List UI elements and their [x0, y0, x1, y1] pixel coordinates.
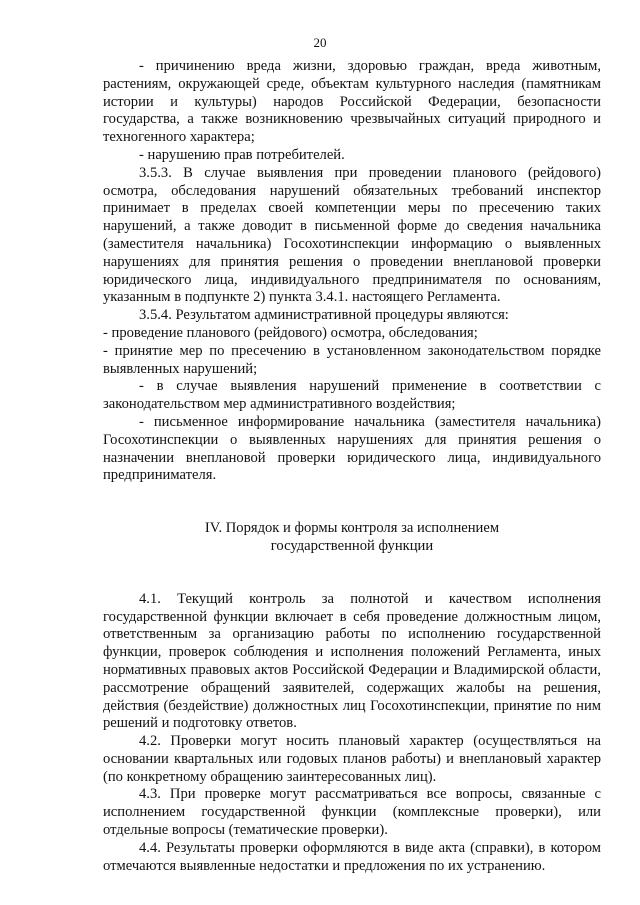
paragraph-4-1: 4.1. Текущий контроль за полнотой и качеством исполнения государственной функции включает в себя проведение должностным лицом, ответственным за организацию работы по исполнению государственной функции, проверок соблюдения и исполнения положений Регламента, иных нормативных правовых актов Российской Федерации и Владимирской области, рассмотрение обращений заявителей, содержащих жалобы на решения, действия (бездействие) должностных лиц Госохотинспекции, принятие по ним решений и подготовку ответов.: [103, 590, 601, 732]
list-item-inspection: - проведение планового (рейдового) осмотра, обследования;: [103, 324, 478, 341]
section-heading-line-2: государственной функции: [270, 537, 434, 554]
list-item-written-notification: - письменное информирование начальника (заместителя начальника) Госохотинспекции о выявленных нарушениях для принятия решения о назначении внеплановой проверки юридического лица, индивидуального предпринимателя.: [103, 413, 601, 484]
paragraph-consumer-rights-item: - нарушению прав потребителей.: [139, 146, 345, 163]
paragraph-3-5-3: 3.5.3. В случае выявления при проведении планового (рейдового) осмотра, обследования нарушений обязательных требований инспектор принимает в пределах своей компетенции меры по пресечению таких нарушений, а также доводит в письменной форме до сведения начальника (заместителя начальника) Госохотинспекции информацию о выявленных нарушениях для принятия решения о проведении внеплановой проверки юридического лица, индивидуального предпринимателя по основаниям, указанным в подпункте 2) пункта 3.4.1. настоящего Регламента.: [103, 164, 601, 306]
list-item-suppression-measures: - принятие мер по пресечению в установленном законодательством порядке выявленных нарушений;: [103, 342, 601, 377]
list-item-administrative-measures: - в случае выявления нарушений применение в соответствии с законодательством мер административного воздействия;: [103, 378, 601, 413]
paragraph-4-4: 4.4. Результаты проверки оформляются в виде акта (справки), в котором отмечаются выявленные недостатки и предложения по их устранению.: [103, 839, 601, 874]
paragraph-3-5-4: 3.5.4. Результатом административной процедуры являются:: [139, 307, 509, 324]
paragraph-4-2: 4.2. Проверки могут носить плановый характер (осуществляться на основании квартальных или годовых планов работы) и внеплановый характер (по конкретному обращению заинтересованных лиц).: [103, 733, 601, 785]
document-body: [103, 58, 601, 875]
paragraph-4-3: 4.3. При проверке могут рассматриваться все вопросы, связанные с исполнением государственной функции (комплексные проверки), или отдельные вопросы (тематические проверки).: [103, 786, 601, 839]
paragraph-harm-list-item: - причинению вреда жизни, здоровью граждан, вреда животным, растениям, окружающей среде, объектам культурного наследия (памятникам истории и культуры) народов Российской Федерации, безопасности государства, а также возникновению чрезвычайных ситуаций природного и техногенного характера;: [103, 58, 601, 146]
page-number: 20: [313, 35, 327, 50]
section-heading-line-1: IV. Порядок и формы контроля за исполнением: [204, 520, 500, 537]
section-heading: [103, 520, 601, 556]
